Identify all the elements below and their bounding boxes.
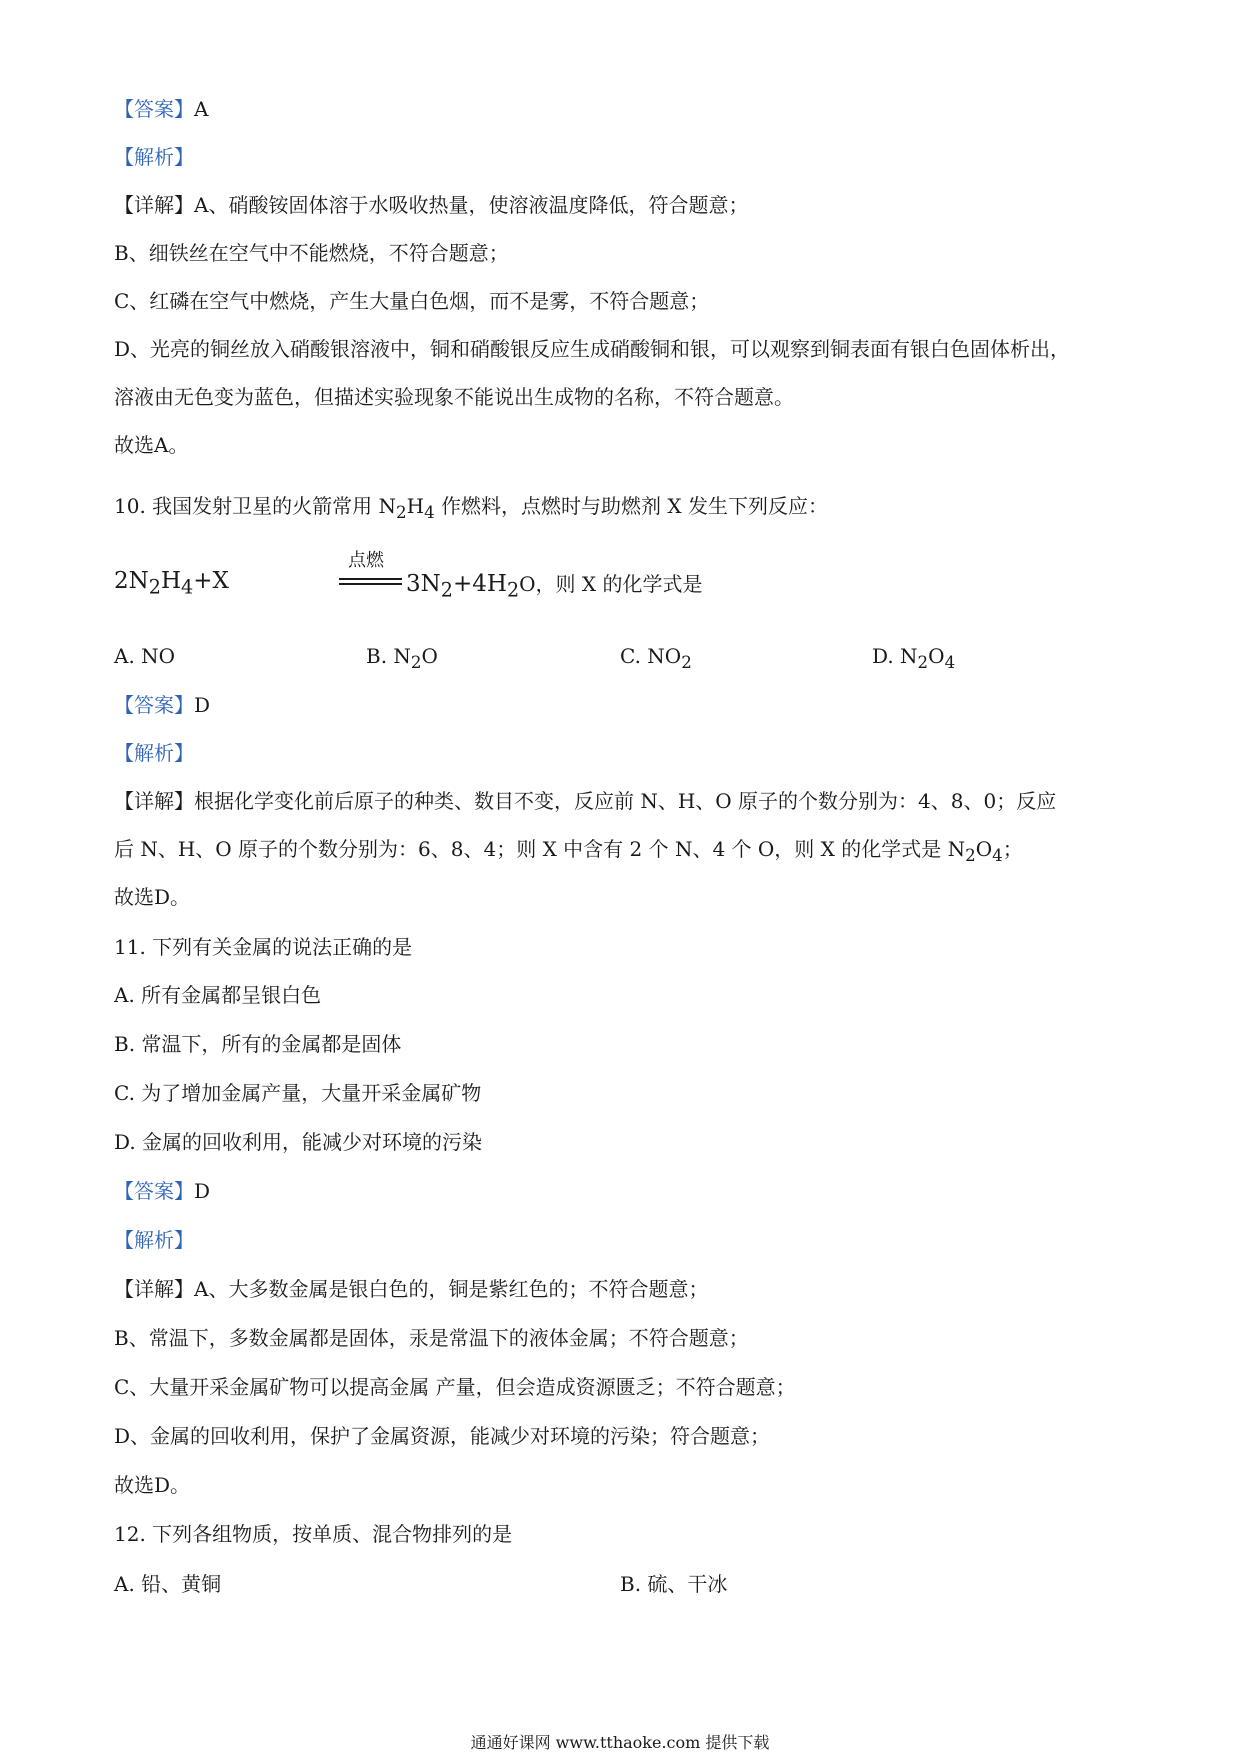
option-b: B. $N_2O$ <box>366 644 438 672</box>
detail-line: C、红磷在空气中燃烧，产生大量白色烟，而不是雾，不符合题意； <box>114 289 710 313</box>
answer-value: D <box>194 693 211 717</box>
question-10 <box>114 492 828 527</box>
option-c: C. 为了增加金属产量，大量开采金属矿物 <box>114 1081 482 1105</box>
option-a: A. 铅、黄铜 <box>114 1572 222 1596</box>
conclusion: 故选D。 <box>114 885 191 909</box>
page-footer: 通通好课网 www.tthaoke.com 提供下载 <box>470 1733 770 1752</box>
detail-line: D、金属的回收利用，保护了金属资源，能减少对环境的污染；符合题意； <box>114 1424 771 1448</box>
analysis-tag: 【解析】 <box>114 1228 194 1252</box>
analysis-1 <box>114 143 194 171</box>
answer-value: D <box>194 1179 211 1203</box>
detail-text: A、硝酸铵固体溶于水吸收热量，使溶液温度降低，符合题意； <box>194 193 749 217</box>
detail-1 <box>114 191 748 219</box>
answer-tag: 【答案】 <box>114 693 194 717</box>
analysis-3 <box>114 1226 194 1254</box>
answer-value: A <box>194 97 209 121</box>
answer-2 <box>114 691 210 719</box>
question-11: 11. 下列有关金属的说法正确的是 <box>114 935 413 959</box>
answer-tag: 【答案】 <box>114 97 194 121</box>
subscript: 2 <box>396 503 407 522</box>
detail-line: B、常温下，多数金属都是固体，汞是常温下的液体金属；不符合题意； <box>114 1326 749 1350</box>
detail-text: 根据化学变化前后原子的种类、数目不变，反应前 N、H、O 原子的个数分别为：4、8、0；反应 <box>194 789 1057 813</box>
option-d: D. 金属的回收利用，能减少对环境的污染 <box>114 1130 483 1154</box>
answer-tag: 【答案】 <box>114 1179 194 1203</box>
q10-text: 10. 我国发射卫星的火箭常用 N <box>114 494 397 518</box>
detail-3 <box>114 1275 708 1303</box>
option-a: A. NO <box>114 644 176 668</box>
detail-2 <box>114 787 1056 815</box>
detail-tag: 【详解】 <box>114 789 194 813</box>
double-bar-sign <box>339 578 402 588</box>
question-12: 12. 下列各组物质，按单质、混合物排列的是 <box>114 1522 513 1546</box>
answer-1 <box>114 95 208 123</box>
detail-tag: 【详解】 <box>114 1277 194 1301</box>
analysis-2 <box>114 739 194 767</box>
q10-text: 作燃料，点燃时与助燃剂 X 发生下列反应： <box>434 494 829 518</box>
detail-line: D、光亮的铜丝放入硝酸银溶液中，铜和硝酸银反应生成硝酸铜和银，可以观察到铜表面有银白色固体析出， <box>114 337 1071 361</box>
option-b: B. 硫、干冰 <box>620 1572 728 1596</box>
analysis-tag: 【解析】 <box>114 145 194 169</box>
conclusion: 故选A。 <box>114 433 189 457</box>
equation-left: $2N_2H_4+X$ <box>114 568 229 599</box>
detail-text: A、大多数金属是银白色的，铜是紫红色的；不符合题意； <box>194 1277 709 1301</box>
reaction-condition: 点燃 <box>348 550 384 571</box>
subscript: 4 <box>424 503 435 522</box>
detail-line: B、细铁丝在空气中不能燃烧，不符合题意； <box>114 241 509 265</box>
option-b: B. 常温下，所有的金属都是固体 <box>114 1032 402 1056</box>
equation-right: $3N_2+4H_2O$，则 X 的化学式是 <box>406 571 703 602</box>
detail-line: 溶液由无色变为蓝色，但描述实验现象不能说出生成物的名称，不符合题意。 <box>114 385 794 409</box>
conclusion: 故选D。 <box>114 1473 191 1497</box>
option-c: C. $NO_2$ <box>620 644 692 672</box>
option-d: D. $N_2O_4$ <box>872 644 956 672</box>
detail-line: C、大量开采金属矿物可以提高金属 产量，但会造成资源匮乏；不符合题意； <box>114 1375 796 1399</box>
detail-tag: 【详解】 <box>114 193 194 217</box>
analysis-tag: 【解析】 <box>114 741 194 765</box>
option-a: A. 所有金属都呈银白色 <box>114 983 322 1007</box>
detail-line: 后 N、H、O 原子的个数分别为：6、8、4；则 X 中含有 2 个 N、4 个 O，则 X 的化学式是 $N_2O_4$； <box>114 837 1023 865</box>
answer-3 <box>114 1177 210 1205</box>
q10-text: H <box>406 494 425 518</box>
